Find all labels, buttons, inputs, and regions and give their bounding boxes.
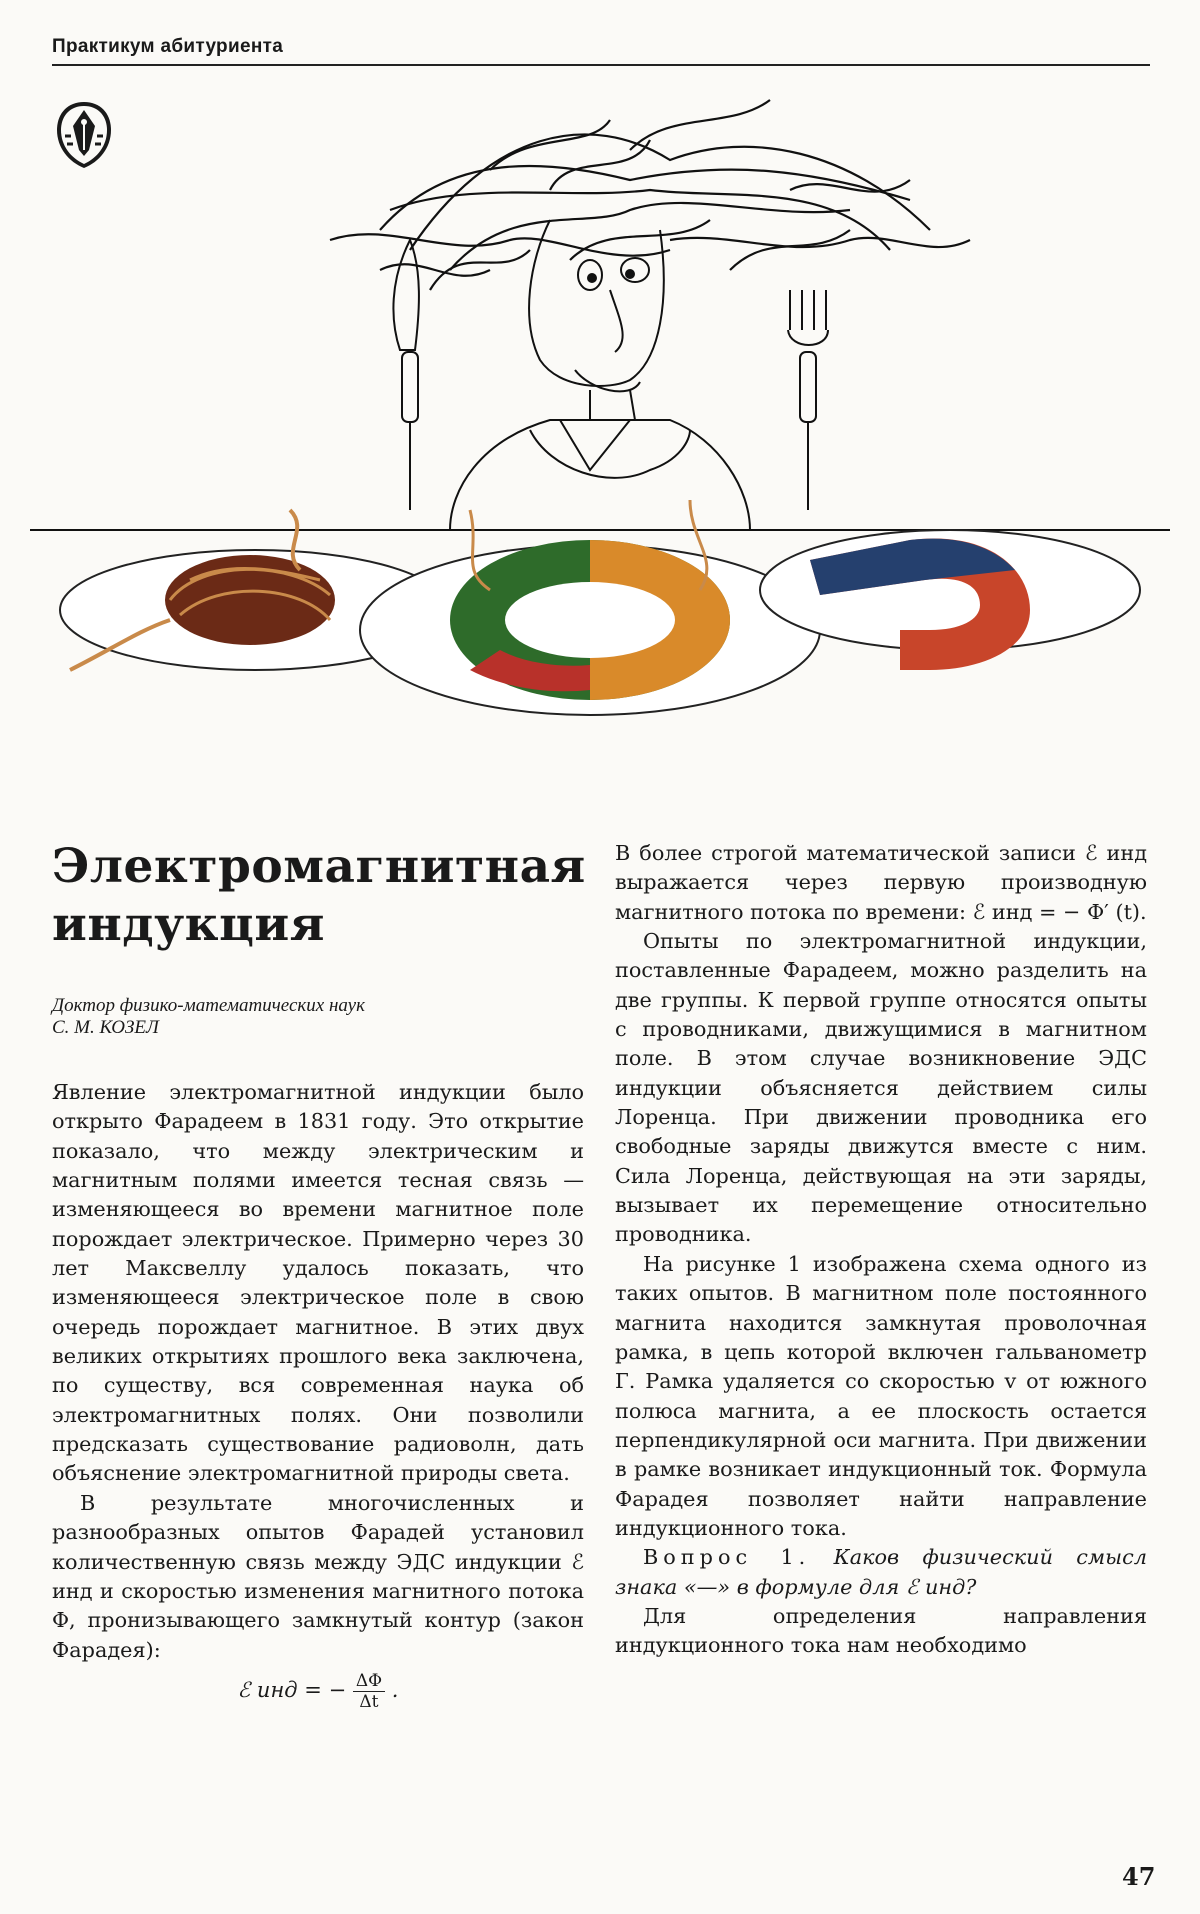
title-line-1: Электромагнитная: [52, 839, 586, 894]
paragraph: В более строгой математической записи ℰ инд выражается через первую производную магнитного потока по времени: ℰ инд = − Φ′ (t).: [615, 841, 1147, 924]
author-credential: Доктор физико-математических наук: [52, 995, 365, 1016]
left-column: [52, 1078, 584, 1712]
character-head: [529, 220, 664, 391]
knife: [393, 240, 418, 510]
formula-numerator: ΔΦ: [353, 1671, 385, 1692]
paragraph: В результате многочисленных и разнообразных опытов Фарадей установил количественную связь между ЭДС индукции ℰ инд и скоростью изменения магнитного потока Φ, пронизывающего замкнутый контур (закон Фарадея):: [52, 1490, 584, 1662]
paragraph: Для определения направления индукционного тока нам необходимо: [615, 1603, 1147, 1658]
paragraph: На рисунке 1 изображена схема одного из таких опытов. В магнитном поле постоянного магнита находится замкнутая проволочная рамка, в цепь которой включен гальванометр Г. Рамка удаляется со скоростью v от южного полюса магнита, а ее плоскость остается перпендикулярной оси магнита. При движении в рамке возникает индукционный ток. Формула Фарадея позволяет найти направление индукционного тока.: [615, 1251, 1147, 1540]
formula-eq: = −: [304, 1677, 347, 1702]
formula-denominator: Δt: [359, 1691, 379, 1712]
running-header: [52, 36, 1150, 66]
title-line-2: индукция: [52, 897, 325, 952]
cartoon-illustration: [30, 90, 1170, 780]
page-number: 47: [1122, 1862, 1156, 1891]
question-label: Вопрос 1.: [643, 1545, 811, 1570]
article-title: [52, 838, 586, 954]
right-column: [615, 839, 1147, 1661]
section-title: Практикум абитуриента: [52, 36, 284, 57]
character-body: [450, 390, 750, 530]
formula-lhs: ℰ инд: [237, 1677, 298, 1702]
faraday-formula: ℰ инд = − $\frac{\Delta\Phi}{\Delta t}$ .: [237, 1670, 399, 1712]
author-name: С. М. КОЗЕЛ: [52, 1017, 159, 1038]
fork: [788, 290, 828, 510]
wild-hair: [330, 100, 970, 290]
byline: [52, 995, 572, 1039]
paragraph: Опыты по электромагнитной индукции, поставленные Фарадеем, можно разделить на две группы. К первой группе относятся опыты с проводниками, движущимися в магнитном поле. В этом случае возникновение ЭДС индукции объясняется действием силы Лоренца. При движении проводника его свободные заряды движутся вместе с ним. Сила Лоренца, действующая на эти заряды, вызывает их перемещение относительно проводника.: [615, 929, 1147, 1247]
paragraph: Явление электромагнитной индукции было открыто Фарадеем в 1831 году. Это открытие показало, что между электрическим и магнитным полями имеется тесная связь — изменяющееся во времени магнитное поле порождает электрическое. Примерно через 30 лет Максвеллу удалось показать, что изменяющееся электрическое поле в свою очередь порождает магнитное. В этих двух великих открытиях прошлого века заключена, по существу, вся современная наука об электромагнитных полях. Они позволили предсказать существование радиоволн, дать объяснение электромагнитной природы света.: [52, 1080, 584, 1486]
question-text: Каков физический смысл знака «—» в формуле для ℰ инд?: [615, 1545, 1147, 1599]
formula-fraction: [353, 1671, 385, 1712]
question: [615, 1543, 1147, 1602]
